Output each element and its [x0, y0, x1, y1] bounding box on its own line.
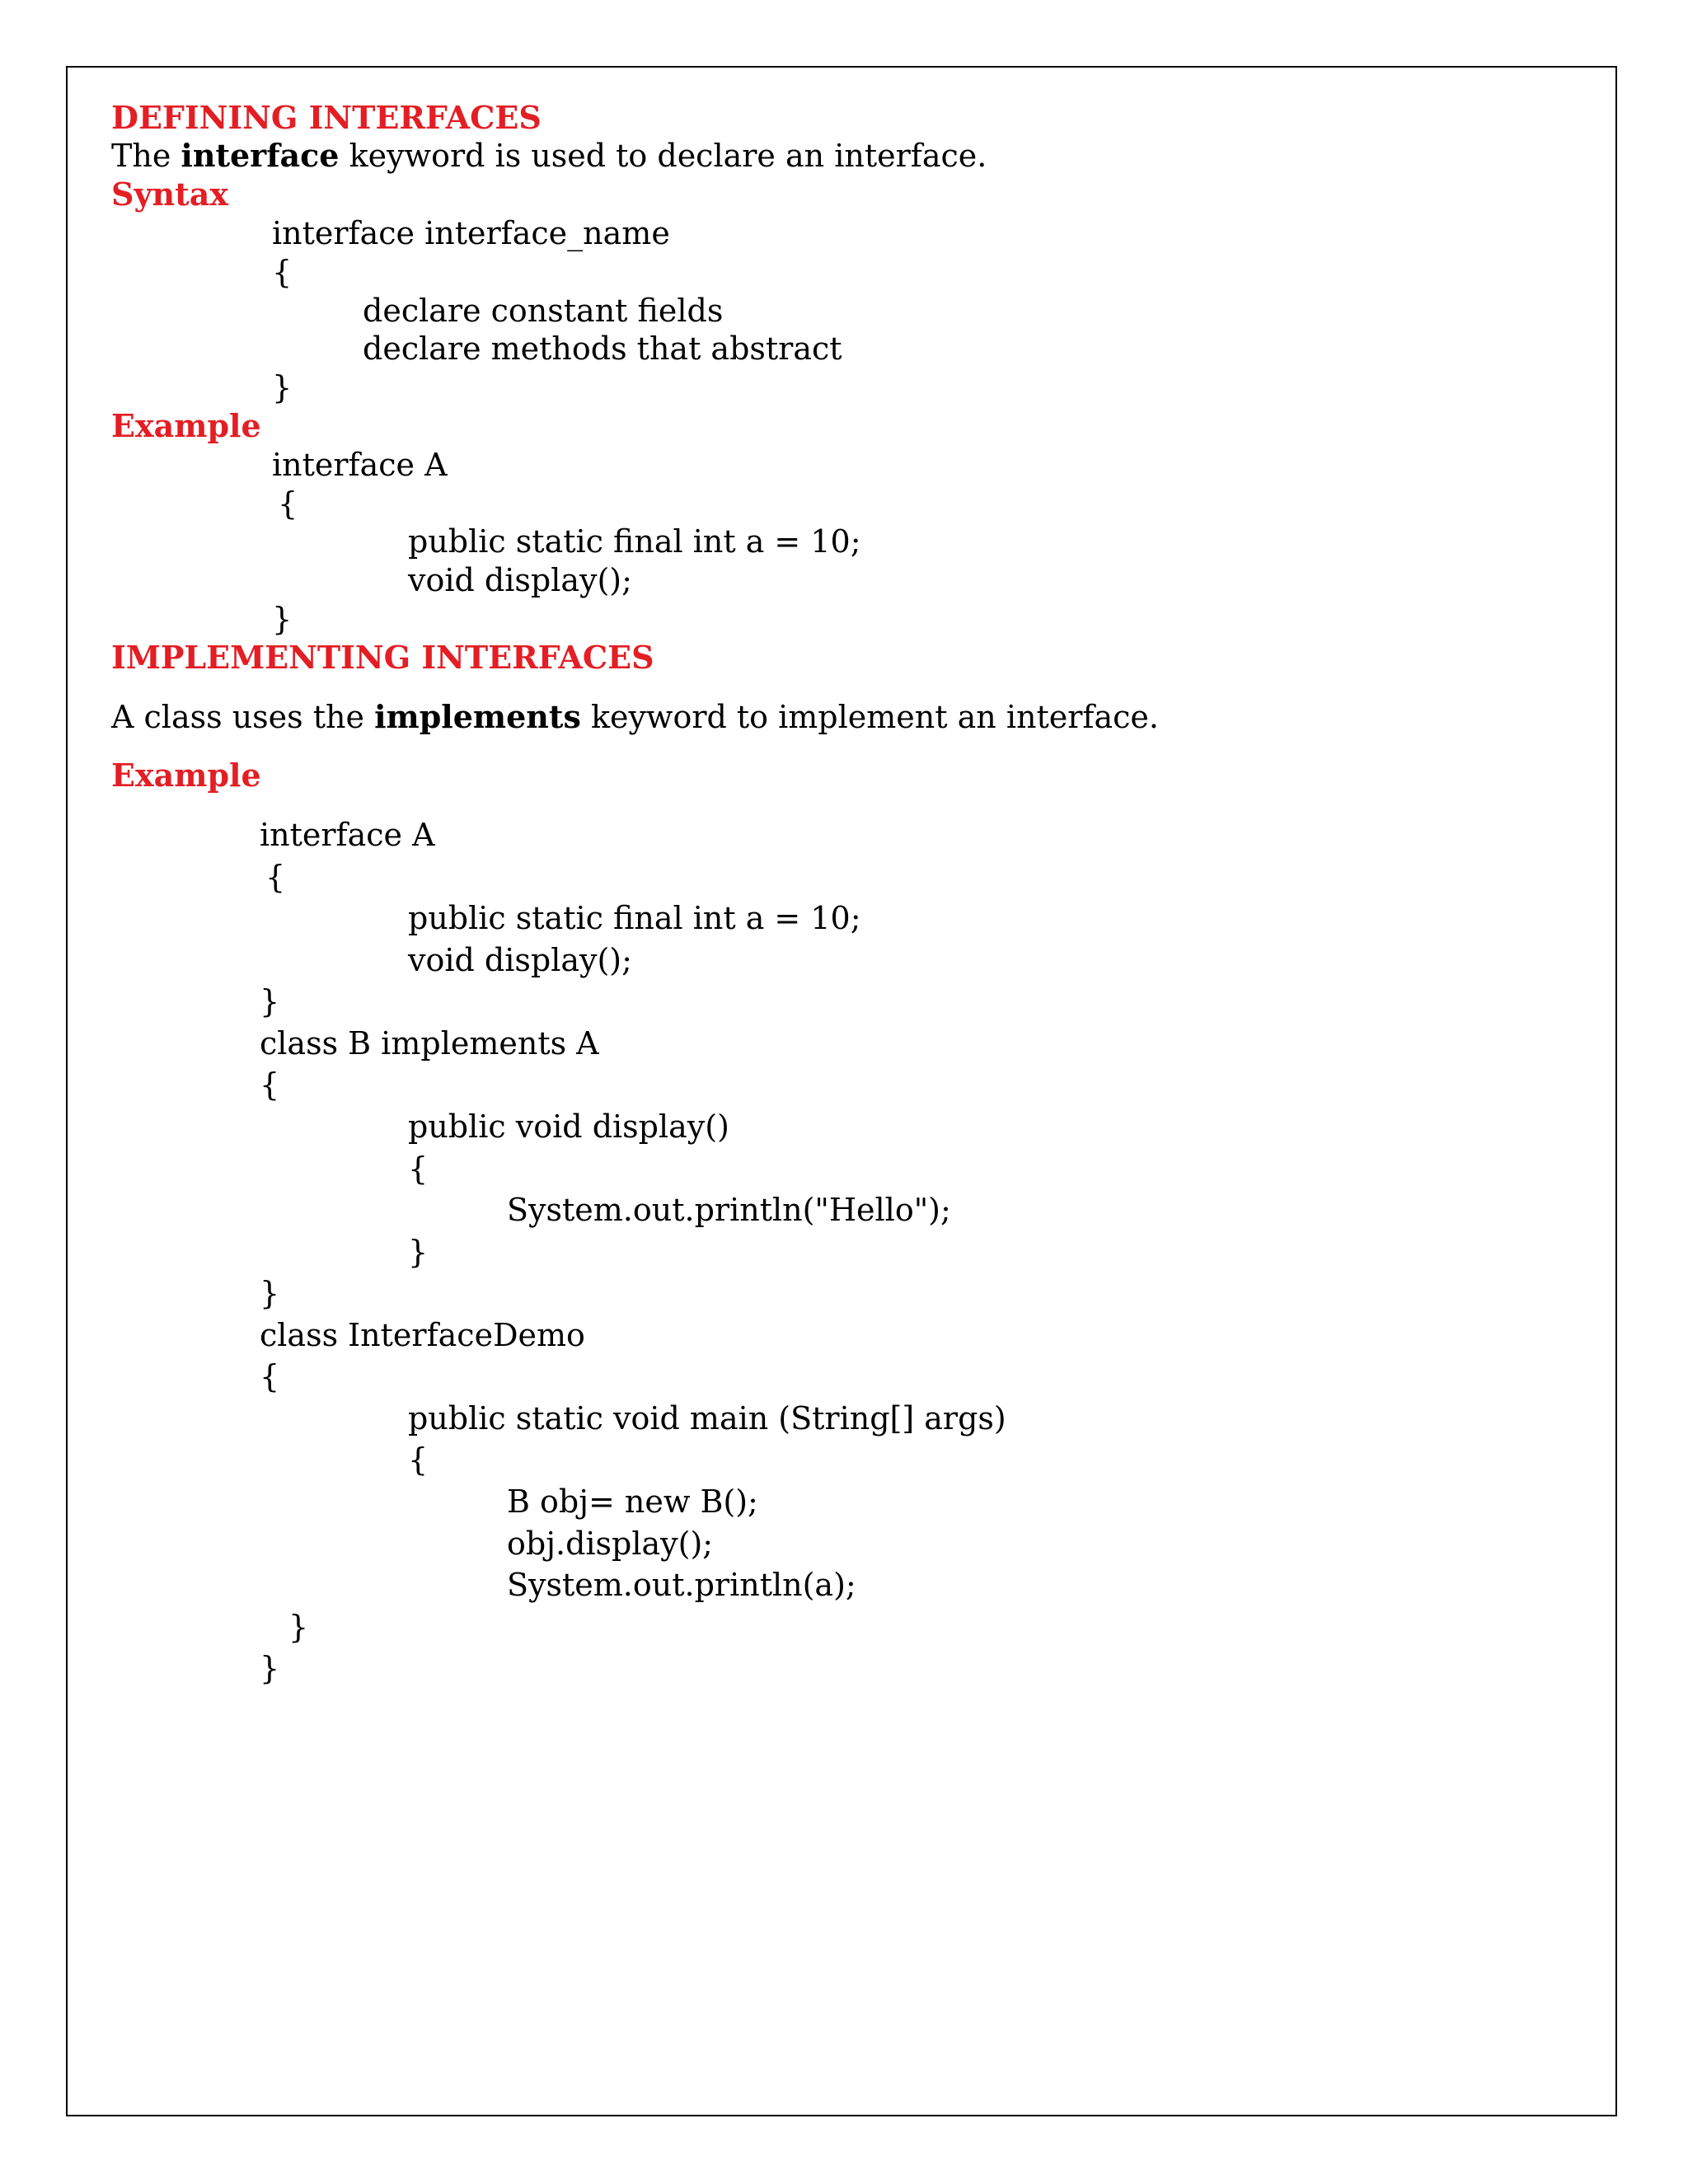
keyword-implements: implements: [374, 698, 581, 735]
code-line: System.out.println(a);: [507, 1567, 856, 1603]
code-line: declare methods that abstract: [363, 330, 842, 367]
heading-implementing-interfaces: IMPLEMENTING INTERFACES: [111, 639, 654, 676]
intro-text: The: [111, 138, 181, 174]
code-line: {: [272, 254, 293, 290]
code-line: }: [260, 1275, 280, 1311]
code-line: }: [272, 369, 293, 405]
intro-defining: [111, 137, 987, 175]
code-line: {: [278, 485, 298, 522]
intro-text: keyword is used to declare an interface.: [339, 138, 987, 174]
code-line: public void display(): [408, 1108, 729, 1145]
keyword-interface: interface: [181, 137, 340, 174]
code-line: }: [408, 1234, 429, 1270]
intro-text: keyword to implement an interface.: [580, 699, 1159, 735]
code-line: void display();: [408, 942, 632, 978]
intro-text: A class uses the: [111, 699, 375, 735]
code-line: void display();: [408, 562, 632, 598]
code-line: {: [260, 1066, 280, 1103]
label-syntax: Syntax: [111, 176, 228, 213]
intro-implementing: [111, 698, 1159, 736]
code-line: B obj= new B();: [507, 1483, 758, 1520]
code-line: declare constant fields: [363, 293, 724, 329]
heading-defining-interfaces: DEFINING INTERFACES: [111, 99, 542, 136]
code-line: obj.display();: [507, 1526, 714, 1562]
code-line: interface A: [260, 817, 435, 853]
code-line: interface A: [272, 447, 448, 483]
code-line: class InterfaceDemo: [260, 1317, 585, 1353]
code-line: {: [265, 859, 286, 895]
code-line: public static final int a = 10;: [408, 900, 861, 936]
label-example: Example: [111, 407, 261, 444]
code-line: {: [260, 1358, 280, 1394]
page-border: [66, 66, 1617, 2116]
code-line: System.out.println("Hello");: [507, 1192, 951, 1228]
code-line: public static void main (String[] args): [408, 1400, 1006, 1436]
code-line: }: [260, 983, 280, 1019]
code-line: public static final int a = 10;: [408, 523, 861, 560]
code-line: {: [408, 1151, 429, 1187]
code-line: }: [260, 1650, 280, 1686]
code-line: }: [272, 601, 293, 637]
code-line: }: [288, 1609, 309, 1645]
code-line: interface interface_name: [272, 215, 670, 251]
code-line: {: [408, 1441, 429, 1478]
label-example: Example: [111, 757, 261, 794]
code-line: class B implements A: [260, 1025, 599, 1062]
